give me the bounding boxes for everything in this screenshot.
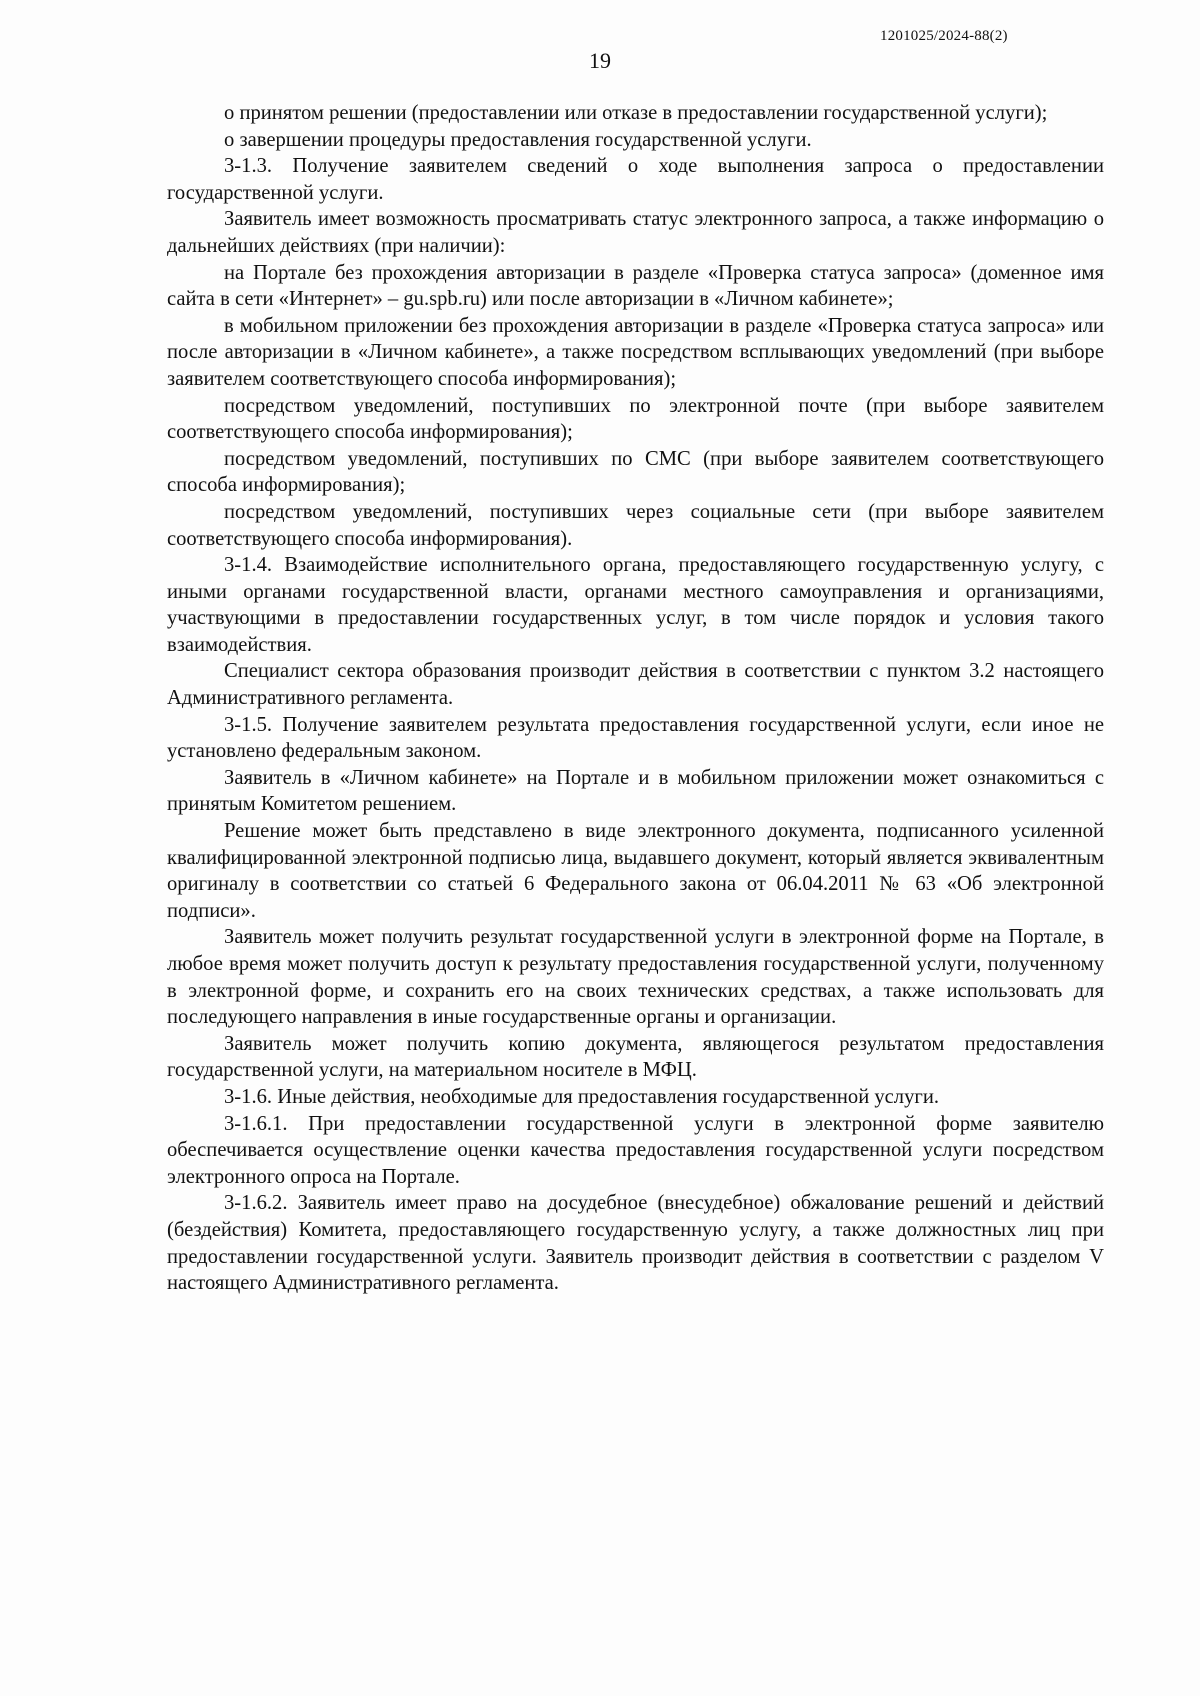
paragraph: 3-1.6.1. При предоставлении государственной услуги в электронной форме заявителю обеспечивается осуществление оценки качества предоставления государственной услуги посредством электронного опроса на Портале. bbox=[167, 1112, 1104, 1188]
paragraph: Заявитель может получить результат государственной услуги в электронной форме на Портале, в любое время может получить доступ к результату предоставления государственной услуги, полученному в электронной форме, и сохранить его на своих технических средствах, а также использовать для последующего направления в иные государственные органы и организации. bbox=[167, 926, 1104, 1029]
paragraph: о завершении процедуры предоставления государственной услуги. bbox=[224, 128, 812, 151]
paragraph: на Портале без прохождения авторизации в разделе «Проверка статуса запроса» (доменное имя сайта в сети «Интернет» – gu.spb.ru) или после авторизации в «Личном кабинете»; bbox=[167, 261, 1104, 311]
paragraph: 3-1.3. Получение заявителем сведений о ходе выполнения запроса о предоставлении государственной услуги. bbox=[167, 155, 1104, 204]
paragraph: Заявитель в «Личном кабинете» на Портале и в мобильном приложении может ознакомиться с принятым Комитетом решением. bbox=[167, 766, 1104, 816]
paragraph: 3-1.6. Иные действия, необходимые для предоставления государственной услуги. bbox=[224, 1085, 939, 1108]
paragraph: 3-1.6.2. Заявитель имеет право на досудебное (внесудебное) обжалование решений и действий (бездействия) Комитета, предоставляющего государственную услугу, а также должностных лиц при предоставлении государственной услуги. Заявитель производит действия в соответствии с разделом V настоящего Административного регламента. bbox=[167, 1192, 1104, 1295]
paragraph: Специалист сектора образования производит действия в соответствии с пунктом 3.2 настоящего Административного регламента. bbox=[167, 660, 1104, 710]
paragraph: посредством уведомлений, поступивших по электронной почте (при выборе заявителем соответствующего способа информирования); bbox=[167, 394, 1104, 444]
paragraph: в мобильном приложении без прохождения авторизации в разделе «Проверка статуса запроса» или после авторизации в «Личном кабинете», а также посредством всплывающих уведомлений (при выборе заявителем соответствующего способа информирования); bbox=[167, 314, 1104, 390]
document-id: 1201025/2024-88(2) bbox=[880, 28, 1008, 44]
paragraph: о принятом решении (предоставлении или отказе в предоставлении государственной услуги); bbox=[224, 102, 1048, 124]
paragraph: 3-1.4. Взаимодействие исполнительного органа, предоставляющего государственную услугу, с иными органами государственной власти, органами местного самоуправления и организациями, участвующими в предоставлении государственных услуг, в том числе порядок и условия такого взаимодействия. bbox=[167, 554, 1104, 656]
paragraph: Решение может быть представлено в виде электронного документа, подписанного усиленной квалифицированной электронной подписью лица, выдавшего документ, который является эквивалентным оригиналу в соответствии со статьей 6 Федерального закона от 06.04.2011 № 63 «Об электронной подписи». bbox=[167, 820, 1104, 922]
paragraph: 3-1.5. Получение заявителем результата предоставления государственной услуги, если иное не установлено федеральным законом. bbox=[167, 713, 1104, 763]
document-body bbox=[167, 100, 1104, 1297]
paragraph: посредством уведомлений, поступивших по СМС (при выборе заявителем соответствующего способа информирования); bbox=[167, 447, 1104, 497]
paragraph: посредством уведомлений, поступивших через социальные сети (при выборе заявителем соответствующего способа информирования). bbox=[167, 500, 1104, 550]
paragraph: Заявитель может получить копию документа, являющегося результатом предоставления государственной услуги, на материальном носителе в МФЦ. bbox=[167, 1032, 1104, 1082]
page-number: 19 bbox=[589, 48, 611, 73]
paragraph: Заявитель имеет возможность просматривать статус электронного запроса, а также информацию о дальнейших действиях (при наличии): bbox=[167, 208, 1104, 257]
